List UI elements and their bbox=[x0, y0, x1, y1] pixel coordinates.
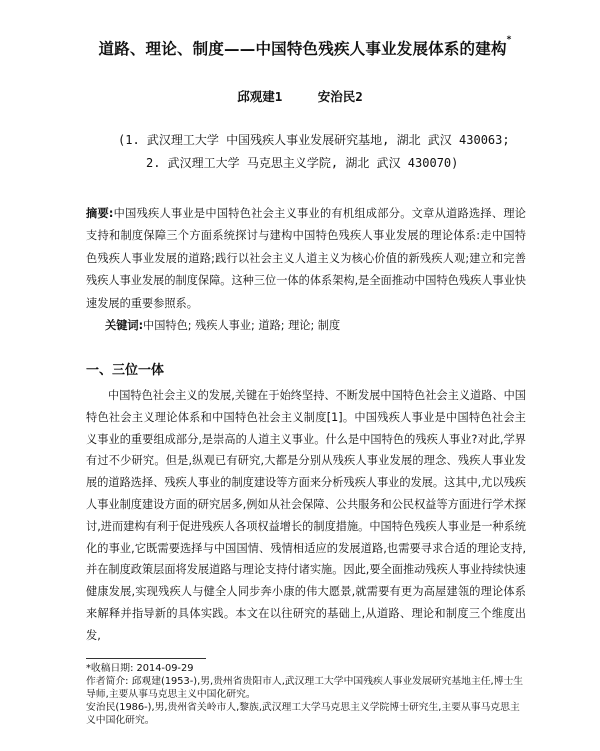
author-1: 邱观建1 bbox=[237, 89, 283, 104]
abstract bbox=[86, 203, 526, 315]
footnote-divider bbox=[86, 658, 206, 659]
abstract-label: 摘要: bbox=[86, 207, 114, 220]
body-paragraph: 中国特色社会主义的发展,关键在于始终坚持、不断发展中国特色社会主义道路、中国特色社会主义理论体系和中国特色社会主义制度[1]。中国残疾人事业是中国特色社会主义事业的重要组成部分,是崇高的人道主义事业。什么是中国特色的残疾人事业?对此,学界有过不少研究。但是,纵观已有研究,大都是分别从残疾人事业发展的理念、残疾人事业发展的道路选择、残疾人事业的制度建设等方面来分析残疾人事业的发展。这其中,尤以残疾人事业制度建设方面的研究居多,例如从社会保障、公共服务和公民权益等方面进行学术探讨,进而建构有利于促进残疾人各项权益增长的制度措施。中国特色残疾人事业是一种系统化的事业,它既需要选择与中国国情、残情相适应的发展道路,也需要寻求合适的理论支持,并在制度政策层面将发展道路与理论支持付诸实施。因此,要全面推动残疾人事业持续快速健康发展,实现残疾人与健全人同步奔小康的伟大愿景,就需要有更为高屋建瓴的理论体系来解释并指导新的具体实践。本文在以往研究的基础上,从道路、理论和制度三个维度出发, bbox=[86, 389, 526, 642]
affiliation-1: (1. 武汉理工大学 中国残疾人事业发展研究基地, 湖北 武汉 430063; bbox=[118, 133, 510, 147]
keywords bbox=[105, 317, 340, 333]
keywords-text: 中国特色; 残疾人事业; 道路; 理论; 制度 bbox=[143, 319, 341, 332]
abstract-text: 中国残疾人事业是中国特色社会主义事业的有机组成部分。文章从道路选择、理论支持和制度保障三个方面系统探讨与建构中国特色残疾人事业发展的理论体系:走中国特色残疾人事业发展的道路;践行以社会主义人道主义为核心价值的新残疾人观;建立和完善残疾人事业发展的制度保障。这种三位一体的体系架构,是全面推动中国特色残疾人事业快速发展的重要参照系。 bbox=[86, 207, 526, 310]
title-text: 道路、理论、制度——中国特色残疾人事业发展体系的建构 bbox=[98, 40, 507, 58]
section-heading: 一、三位一体 bbox=[86, 363, 165, 378]
footnote-author-1: 作者简介: 邱观建(1953-),男,贵州省贵阳市人,武汉理工大学中国残疾人事业发展研究基地主任,博士生导师,主要从事马克思主义中国化研究。 bbox=[86, 676, 524, 700]
keywords-label: 关键词: bbox=[105, 319, 144, 332]
footnotes bbox=[86, 662, 526, 727]
author-2: 安治民2 bbox=[317, 89, 363, 104]
affiliation-2: 2. 武汉理工大学 马克思主义学院, 湖北 武汉 430070) bbox=[146, 156, 459, 170]
footnote-author-2: 安治民(1986-),男,贵州省关岭市人,黎族,武汉理工大学马克思主义学院博士研究生,主要从事马克思主义中国化研究。 bbox=[86, 702, 520, 726]
paper-title bbox=[70, 37, 540, 59]
title-footnote-mark: * bbox=[506, 35, 512, 45]
footnote-received-date: *收稿日期: 2014-09-29 bbox=[86, 663, 194, 674]
author-line bbox=[0, 87, 600, 105]
